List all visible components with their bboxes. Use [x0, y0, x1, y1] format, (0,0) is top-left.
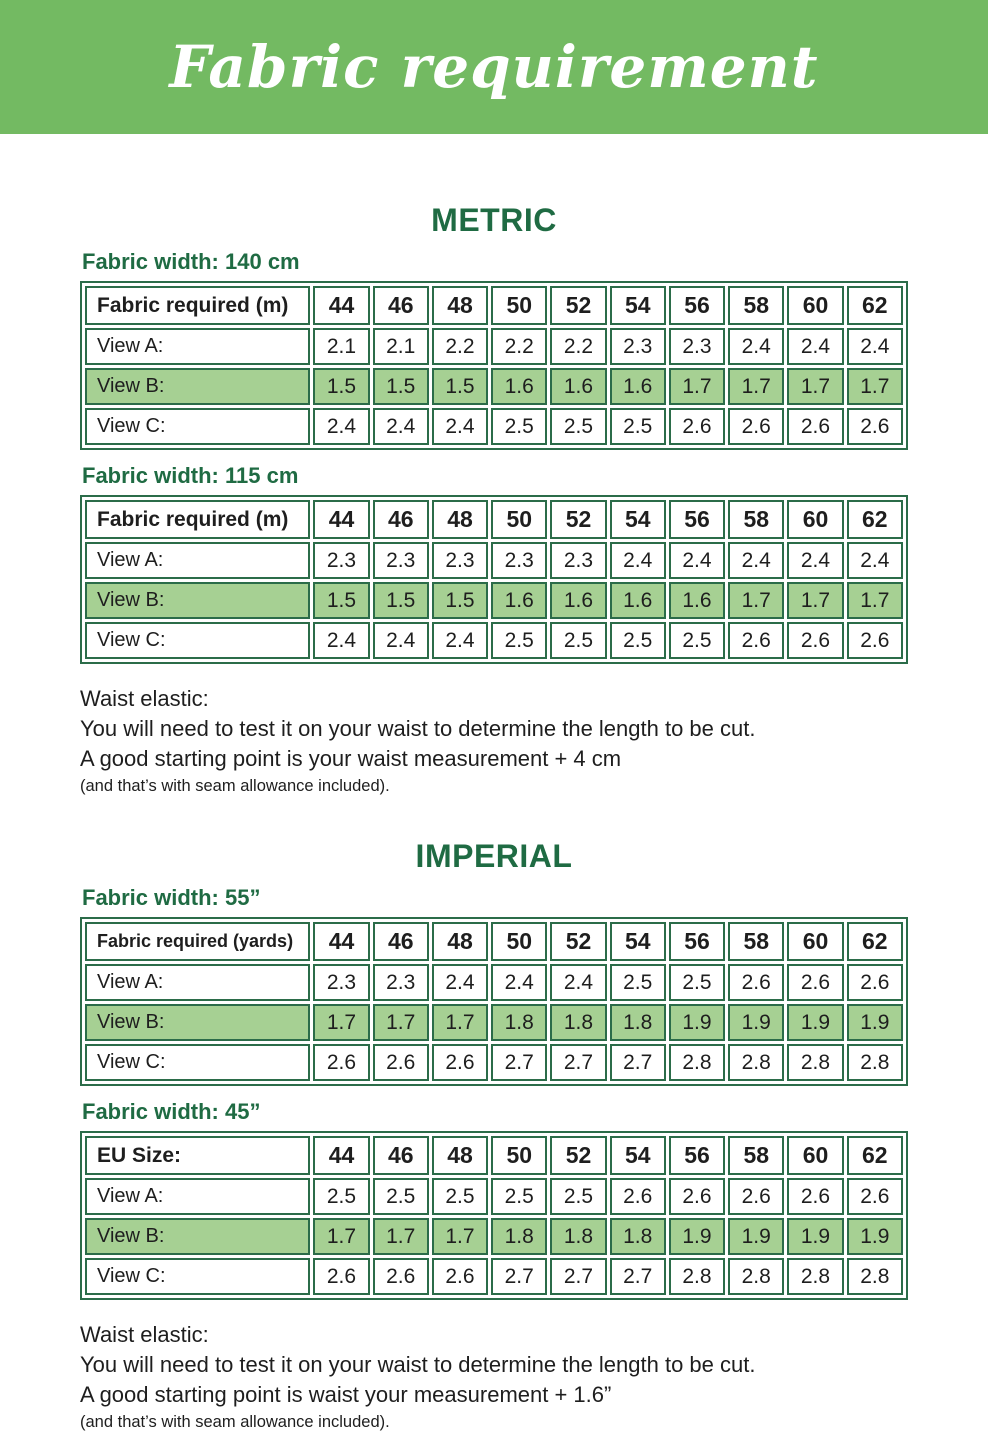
value-cell: 2.5 — [610, 408, 666, 445]
note-footnote: (and that’s with seam allowance included). — [80, 1413, 390, 1431]
value-cell: 2.6 — [373, 1258, 429, 1295]
size-header-cell: 52 — [550, 500, 606, 539]
value-cell: 2.6 — [432, 1044, 488, 1081]
size-header-cell: 56 — [669, 1136, 725, 1175]
value-cell: 1.7 — [728, 582, 784, 619]
value-cell: 2.3 — [491, 542, 547, 579]
value-cell: 2.7 — [550, 1044, 606, 1081]
size-header-cell: 60 — [787, 286, 843, 325]
table-header-label: Fabric required (m) — [85, 500, 310, 539]
size-header-cell: 62 — [847, 500, 903, 539]
value-cell: 2.5 — [373, 1178, 429, 1215]
table-header-label: Fabric required (yards) — [85, 922, 310, 961]
value-cell: 2.2 — [491, 328, 547, 365]
value-cell: 2.6 — [847, 1178, 903, 1215]
section-metric — [80, 134, 908, 798]
value-cell: 2.8 — [728, 1258, 784, 1295]
row-label-cell: View B: — [85, 582, 310, 619]
size-header-cell: 48 — [432, 1136, 488, 1175]
value-cell: 2.7 — [491, 1044, 547, 1081]
size-header-cell: 48 — [432, 500, 488, 539]
value-cell: 2.6 — [787, 408, 843, 445]
value-cell: 1.6 — [610, 582, 666, 619]
content — [0, 134, 988, 1434]
table-row — [85, 964, 903, 1001]
table-row — [85, 582, 903, 619]
value-cell: 1.9 — [847, 1218, 903, 1255]
size-header-cell: 48 — [432, 922, 488, 961]
value-cell: 2.5 — [313, 1178, 369, 1215]
table-row — [85, 1004, 903, 1041]
table-row — [85, 408, 903, 445]
value-cell: 1.5 — [313, 582, 369, 619]
value-cell: 1.9 — [669, 1004, 725, 1041]
size-header-cell: 52 — [550, 922, 606, 961]
size-header-cell: 58 — [728, 922, 784, 961]
value-cell: 1.7 — [313, 1218, 369, 1255]
value-cell: 2.5 — [491, 622, 547, 659]
value-cell: 2.6 — [728, 964, 784, 1001]
value-cell: 2.3 — [432, 542, 488, 579]
value-cell: 2.1 — [313, 328, 369, 365]
table-row — [85, 1178, 903, 1215]
size-header-cell: 50 — [491, 1136, 547, 1175]
page-title: Fabric requirement — [169, 33, 819, 101]
value-cell: 1.7 — [787, 582, 843, 619]
value-cell: 2.4 — [373, 408, 429, 445]
value-cell: 2.3 — [373, 542, 429, 579]
size-header-cell: 58 — [728, 500, 784, 539]
size-header-cell: 54 — [610, 1136, 666, 1175]
row-label-cell: View B: — [85, 1218, 310, 1255]
size-header-cell: 56 — [669, 286, 725, 325]
size-header-cell: 58 — [728, 1136, 784, 1175]
value-cell: 1.5 — [373, 582, 429, 619]
size-header-cell: 52 — [550, 1136, 606, 1175]
row-label-cell: View A: — [85, 328, 310, 365]
value-cell: 2.8 — [787, 1258, 843, 1295]
metric-heading: METRIC — [431, 202, 557, 238]
value-cell: 1.7 — [847, 582, 903, 619]
row-label-cell: View C: — [85, 622, 310, 659]
value-cell: 1.9 — [847, 1004, 903, 1041]
imperial-heading: IMPERIAL — [415, 838, 573, 874]
value-cell: 2.5 — [550, 1178, 606, 1215]
value-cell: 2.7 — [610, 1044, 666, 1081]
table-row — [85, 1218, 903, 1255]
row-label-cell: View B: — [85, 1004, 310, 1041]
value-cell: 1.6 — [491, 582, 547, 619]
value-cell: 2.4 — [728, 542, 784, 579]
value-cell: 2.5 — [491, 1178, 547, 1215]
row-label-cell: View C: — [85, 1044, 310, 1081]
fabric-width-115-subheading: Fabric width: 115 cm — [82, 463, 299, 488]
table-header-row — [85, 1136, 903, 1175]
value-cell: 1.9 — [787, 1004, 843, 1041]
value-cell: 1.8 — [491, 1218, 547, 1255]
value-cell: 2.4 — [550, 964, 606, 1001]
value-cell: 2.7 — [550, 1258, 606, 1295]
value-cell: 2.6 — [313, 1044, 369, 1081]
size-header-cell: 46 — [373, 1136, 429, 1175]
value-cell: 1.7 — [787, 368, 843, 405]
row-label-cell: View A: — [85, 964, 310, 1001]
fabric-table-55in — [80, 917, 908, 1086]
value-cell: 2.3 — [373, 964, 429, 1001]
size-header-cell: 44 — [313, 1136, 369, 1175]
value-cell: 1.7 — [373, 1218, 429, 1255]
value-cell: 2.3 — [610, 328, 666, 365]
value-cell: 2.4 — [669, 542, 725, 579]
row-label-cell: View B: — [85, 368, 310, 405]
size-header-cell: 46 — [373, 286, 429, 325]
value-cell: 2.6 — [373, 1044, 429, 1081]
value-cell: 1.5 — [432, 582, 488, 619]
note-title: Waist elastic: — [80, 686, 209, 711]
value-cell: 2.6 — [787, 1178, 843, 1215]
value-cell: 2.4 — [491, 964, 547, 1001]
table-row — [85, 542, 903, 579]
value-cell: 2.6 — [669, 1178, 725, 1215]
size-header-cell: 50 — [491, 500, 547, 539]
table-header-row — [85, 922, 903, 961]
size-header-cell: 62 — [847, 922, 903, 961]
value-cell: 1.9 — [669, 1218, 725, 1255]
value-cell: 2.4 — [432, 408, 488, 445]
value-cell: 2.5 — [491, 408, 547, 445]
value-cell: 2.5 — [432, 1178, 488, 1215]
value-cell: 2.8 — [669, 1258, 725, 1295]
value-cell: 1.7 — [313, 1004, 369, 1041]
size-header-cell: 44 — [313, 286, 369, 325]
size-header-cell: 58 — [728, 286, 784, 325]
note-footnote: (and that’s with seam allowance included). — [80, 777, 390, 795]
value-cell: 1.5 — [373, 368, 429, 405]
size-header-cell: 46 — [373, 500, 429, 539]
size-header-cell: 44 — [313, 500, 369, 539]
value-cell: 2.6 — [728, 622, 784, 659]
value-cell: 2.4 — [313, 622, 369, 659]
value-cell: 2.6 — [610, 1178, 666, 1215]
value-cell: 2.1 — [373, 328, 429, 365]
value-cell: 2.6 — [787, 622, 843, 659]
value-cell: 2.8 — [728, 1044, 784, 1081]
value-cell: 2.3 — [669, 328, 725, 365]
table-row — [85, 622, 903, 659]
value-cell: 2.5 — [610, 964, 666, 1001]
value-cell: 2.4 — [847, 542, 903, 579]
size-header-cell: 54 — [610, 922, 666, 961]
value-cell: 2.3 — [550, 542, 606, 579]
value-cell: 2.7 — [610, 1258, 666, 1295]
size-header-cell: 52 — [550, 286, 606, 325]
value-cell: 2.6 — [669, 408, 725, 445]
size-header-cell: 60 — [787, 1136, 843, 1175]
row-label-cell: View C: — [85, 1258, 310, 1295]
row-label-cell: View C: — [85, 408, 310, 445]
size-header-cell: 44 — [313, 922, 369, 961]
note-title: Waist elastic: — [80, 1322, 209, 1347]
value-cell: 2.5 — [550, 408, 606, 445]
size-header-cell: 46 — [373, 922, 429, 961]
value-cell: 2.6 — [847, 964, 903, 1001]
value-cell: 2.4 — [432, 964, 488, 1001]
value-cell: 2.2 — [432, 328, 488, 365]
waist-elastic-note-imperial — [80, 1320, 908, 1434]
note-line: You will need to test it on your waist to determine the length to be cut. — [80, 716, 756, 741]
value-cell: 2.4 — [610, 542, 666, 579]
value-cell: 1.8 — [550, 1218, 606, 1255]
value-cell: 1.5 — [432, 368, 488, 405]
value-cell: 1.8 — [610, 1004, 666, 1041]
value-cell: 2.6 — [313, 1258, 369, 1295]
value-cell: 2.3 — [313, 542, 369, 579]
size-header-cell: 60 — [787, 500, 843, 539]
size-header-cell: 50 — [491, 922, 547, 961]
value-cell: 2.6 — [847, 622, 903, 659]
value-cell: 1.8 — [610, 1218, 666, 1255]
value-cell: 2.7 — [491, 1258, 547, 1295]
value-cell: 1.5 — [313, 368, 369, 405]
table-header-row — [85, 500, 903, 539]
value-cell: 1.6 — [491, 368, 547, 405]
value-cell: 2.4 — [373, 622, 429, 659]
row-label-cell: View A: — [85, 542, 310, 579]
value-cell: 1.6 — [550, 582, 606, 619]
value-cell: 2.4 — [313, 408, 369, 445]
value-cell: 1.7 — [669, 368, 725, 405]
value-cell: 1.9 — [787, 1218, 843, 1255]
fabric-width-140-subheading: Fabric width: 140 cm — [82, 249, 300, 274]
fabric-table-115cm — [80, 495, 908, 664]
size-header-cell: 62 — [847, 286, 903, 325]
table-row — [85, 1258, 903, 1295]
fabric-width-55-subheading: Fabric width: 55” — [82, 885, 261, 910]
value-cell: 2.6 — [787, 964, 843, 1001]
fabric-table-45in — [80, 1131, 908, 1300]
value-cell: 1.7 — [432, 1218, 488, 1255]
size-header-cell: 56 — [669, 922, 725, 961]
note-line: A good starting point is waist your measurement + 1.6” — [80, 1382, 612, 1407]
value-cell: 1.7 — [728, 368, 784, 405]
table-header-label: Fabric required (m) — [85, 286, 310, 325]
value-cell: 2.8 — [669, 1044, 725, 1081]
waist-elastic-note-metric — [80, 684, 908, 798]
size-header-cell: 50 — [491, 286, 547, 325]
value-cell: 2.6 — [847, 408, 903, 445]
note-line: You will need to test it on your waist to determine the length to be cut. — [80, 1352, 756, 1377]
value-cell: 2.5 — [669, 964, 725, 1001]
value-cell: 1.7 — [373, 1004, 429, 1041]
value-cell: 2.6 — [432, 1258, 488, 1295]
value-cell: 1.6 — [669, 582, 725, 619]
value-cell: 2.4 — [787, 328, 843, 365]
value-cell: 2.4 — [847, 328, 903, 365]
value-cell: 1.9 — [728, 1218, 784, 1255]
fabric-table-140cm — [80, 281, 908, 450]
table-header-row — [85, 286, 903, 325]
size-header-cell: 54 — [610, 286, 666, 325]
fabric-width-45-subheading: Fabric width: 45” — [82, 1099, 261, 1124]
table-header-label: EU Size: — [85, 1136, 310, 1175]
value-cell: 2.6 — [728, 1178, 784, 1215]
value-cell: 2.8 — [847, 1258, 903, 1295]
value-cell: 1.7 — [847, 368, 903, 405]
value-cell: 2.4 — [728, 328, 784, 365]
value-cell: 2.4 — [432, 622, 488, 659]
value-cell: 1.8 — [491, 1004, 547, 1041]
value-cell: 2.2 — [550, 328, 606, 365]
table-row — [85, 368, 903, 405]
value-cell: 2.4 — [787, 542, 843, 579]
value-cell: 1.6 — [550, 368, 606, 405]
value-cell: 2.6 — [728, 408, 784, 445]
size-header-cell: 48 — [432, 286, 488, 325]
value-cell: 1.7 — [432, 1004, 488, 1041]
value-cell: 1.8 — [550, 1004, 606, 1041]
value-cell: 1.9 — [728, 1004, 784, 1041]
row-label-cell: View A: — [85, 1178, 310, 1215]
value-cell: 2.5 — [669, 622, 725, 659]
size-header-cell: 54 — [610, 500, 666, 539]
size-header-cell: 56 — [669, 500, 725, 539]
size-header-cell: 62 — [847, 1136, 903, 1175]
value-cell: 2.3 — [313, 964, 369, 1001]
table-row — [85, 328, 903, 365]
size-header-cell: 60 — [787, 922, 843, 961]
note-line: A good starting point is your waist measurement + 4 cm — [80, 746, 622, 771]
value-cell: 1.6 — [610, 368, 666, 405]
section-imperial — [80, 798, 908, 1434]
value-cell: 2.8 — [847, 1044, 903, 1081]
value-cell: 2.5 — [550, 622, 606, 659]
title-banner — [0, 0, 988, 134]
table-row — [85, 1044, 903, 1081]
value-cell: 2.5 — [610, 622, 666, 659]
value-cell: 2.8 — [787, 1044, 843, 1081]
